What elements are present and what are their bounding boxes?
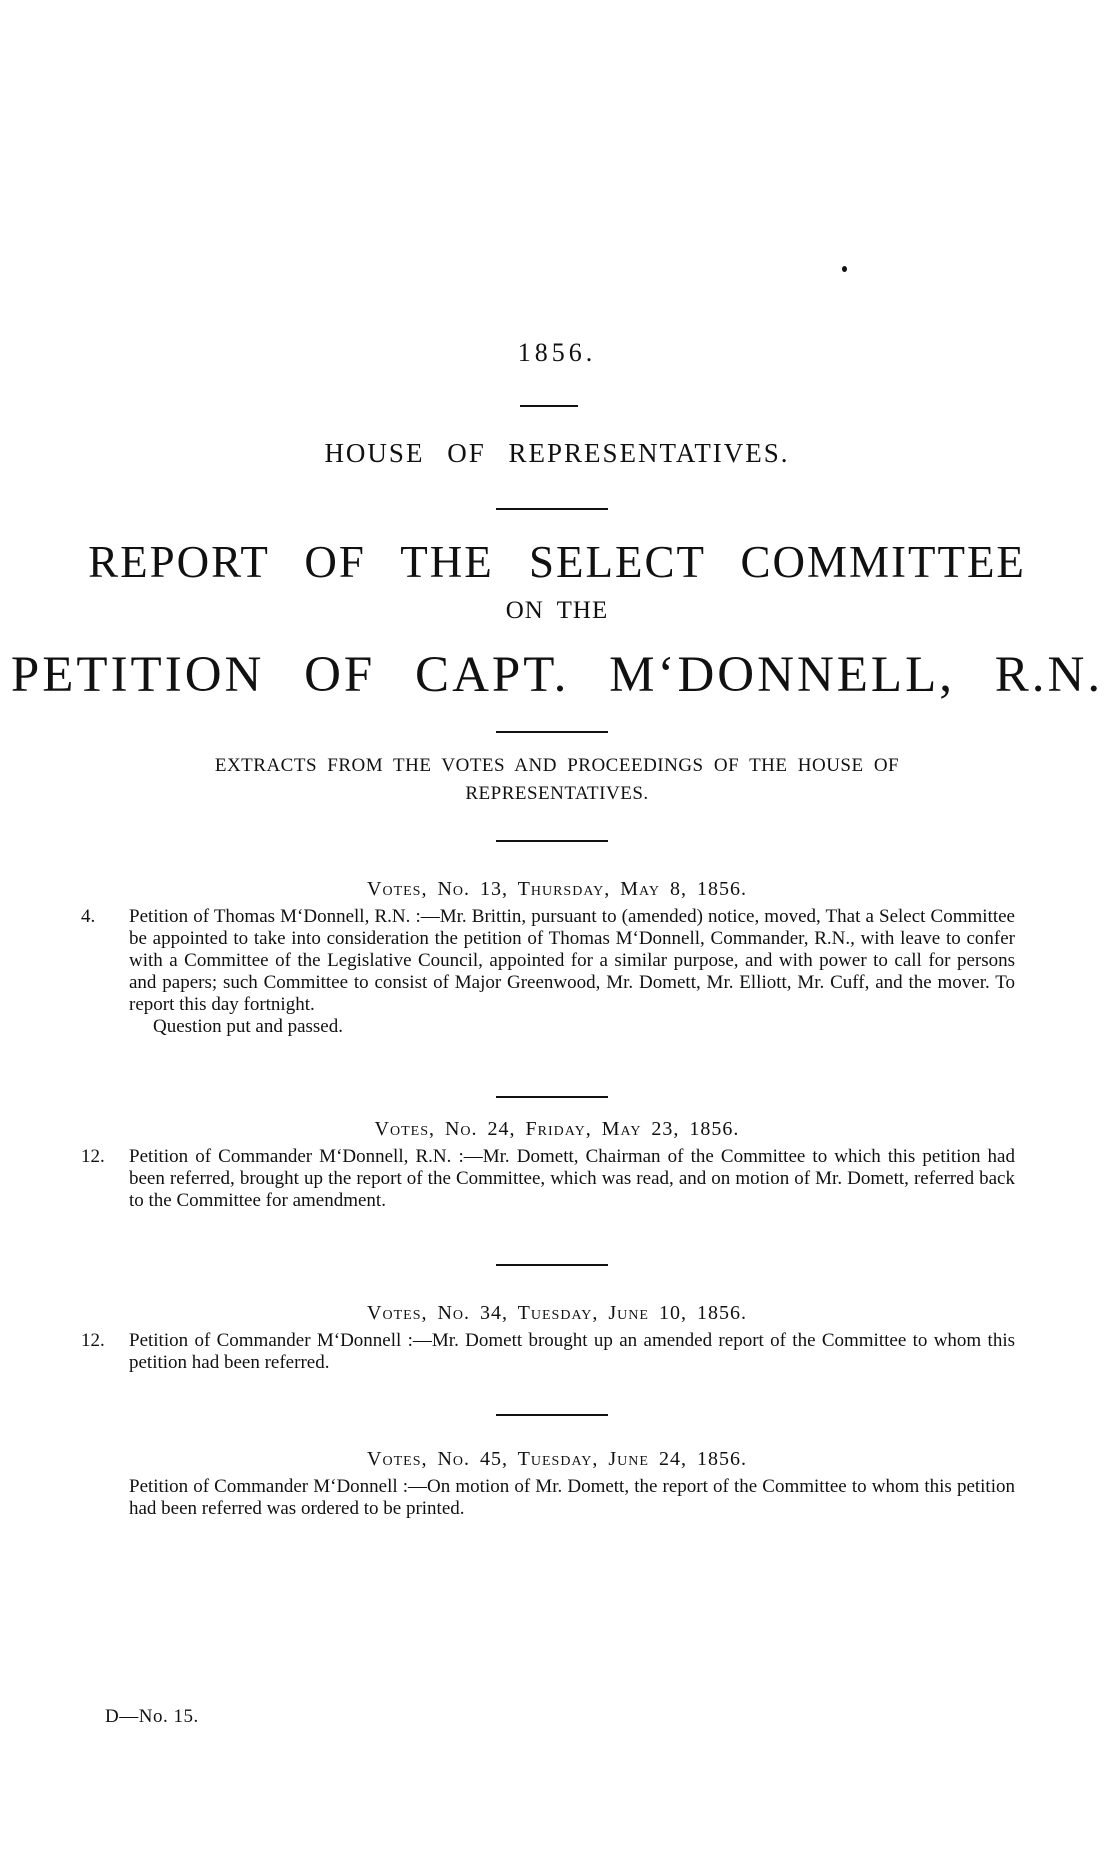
divider-rule	[496, 1264, 608, 1266]
divider-rule	[496, 508, 608, 510]
vote-header: Votes, No. 24, Friday, May 23, 1856.	[374, 1118, 740, 1140]
entry-text: Petition of Thomas M‘Donnell, R.N. :—Mr. Brittin, pursuant to (amended) notice, moved, That a Select Committee be appointed to take into consideration the petition of Thomas M‘Donnell, Commander, R.N., with leave to confer with a Committee of the Legislative Council, appointed for a similar purpose, and with power to call for persons and papers; such Committee to consist of Major Greenwood, Mr. Domett, Mr. Elliott, Mr. Cuff, and the mover. To report this day fortnight.	[129, 906, 1015, 1015]
divider-rule	[496, 840, 608, 842]
ink-speck	[842, 266, 847, 272]
divider-rule	[496, 731, 608, 733]
entry-text: Petition of Commander M‘Donnell, R.N. :—Mr. Domett, Chairman of the Committee to which this petition had been referred, brought up the report of the Committee, which was read, and on motion of Mr. Domett, referred back to the Committee for amendment.	[129, 1146, 1015, 1211]
entry-number: 12.	[81, 1330, 105, 1351]
entry-text: Petition of Commander M‘Donnell :—Mr. Domett brought up an amended report of the Committee to whom this petition had been referred.	[129, 1330, 1015, 1373]
entry-text: Petition of Commander M‘Donnell :—On motion of Mr. Domett, the report of the Committee to whom this petition had been referred was ordered to be printed.	[129, 1476, 1015, 1519]
entry-number: 12.	[81, 1146, 105, 1167]
document-year: 1856.	[517, 338, 597, 367]
entry-number: 4.	[81, 906, 96, 927]
vote-entry	[81, 1330, 1015, 1374]
document-reference: D—No. 15.	[105, 1706, 199, 1727]
divider-rule	[496, 1096, 608, 1098]
report-title-line2: ON THE	[505, 597, 609, 624]
vote-entry	[81, 1146, 1015, 1212]
report-title-line1: REPORT OF THE SELECT COMMITTEE	[88, 537, 1026, 587]
entry-result: Question put and passed.	[153, 1016, 343, 1037]
vote-entry	[105, 1476, 1015, 1520]
extracts-heading: EXTRACTS FROM THE VOTES AND PROCEEDINGS OF THE HOUSE OF REPRESENTATIVES.	[214, 755, 900, 804]
vote-header: Votes, No. 34, Tuesday, June 10, 1856.	[367, 1302, 747, 1324]
divider-rule	[496, 1414, 608, 1416]
house-heading: HOUSE OF REPRESENTATIVES.	[324, 438, 790, 468]
vote-header: Votes, No. 13, Thursday, May 8, 1856.	[367, 878, 747, 900]
vote-entry	[81, 906, 1015, 1038]
divider-rule	[520, 405, 578, 407]
report-title-line3: PETITION OF CAPT. M‘DONNELL, R.N.	[10, 647, 1104, 703]
vote-header: Votes, No. 45, Tuesday, June 24, 1856.	[367, 1448, 747, 1470]
